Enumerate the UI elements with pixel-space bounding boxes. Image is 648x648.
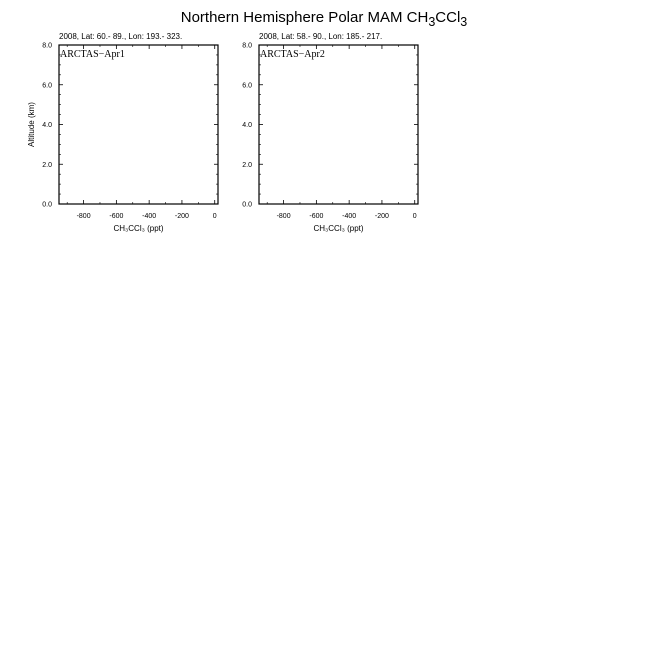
x-tick-label: -400	[142, 213, 157, 220]
panel-header: 2008, Lat: 58.- 90., Lon: 185.- 217.	[259, 32, 383, 41]
y-axis-title: Altitude (km)	[27, 102, 36, 147]
panel-label: ARCTAS−Apr2	[260, 49, 325, 60]
x-tick-label: 0	[212, 213, 217, 220]
title-subscript-1: 3	[428, 15, 436, 29]
y-tick-label: 6.0	[42, 82, 52, 90]
plot-frame	[259, 45, 418, 204]
panel-label: ARCTAS−Apr1	[60, 49, 125, 60]
x-tick-label: -800	[276, 213, 291, 220]
panel-arctas-apr2	[242, 32, 418, 233]
x-axis-title: CH₃CCl₃ (ppt)	[313, 224, 364, 233]
x-tick-label: -200	[374, 213, 389, 220]
y-tick-label: 8.0	[242, 42, 252, 50]
x-tick-label: -400	[342, 213, 357, 220]
y-tick-label: 2.0	[242, 161, 252, 169]
x-tick-label: -600	[109, 213, 124, 220]
y-tick-label: 4.0	[242, 122, 252, 129]
x-tick-label: -200	[174, 213, 189, 220]
y-tick-label: 4.0	[42, 122, 52, 129]
y-tick-label: 8.0	[42, 42, 52, 50]
y-tick-label: 2.0	[42, 161, 52, 169]
panel-header: 2008, Lat: 60.- 89., Lon: 193.- 323.	[59, 32, 183, 41]
panel-arctas-apr1	[27, 32, 218, 233]
x-tick-label: 0	[412, 213, 417, 220]
x-tick-label: -800	[76, 213, 91, 220]
y-tick-label: 0.0	[42, 201, 52, 209]
y-tick-label: 0.0	[242, 201, 252, 209]
x-axis-title: CH₃CCl₃ (ppt)	[113, 224, 164, 233]
title-main: Northern Hemisphere Polar MAM CH	[180, 9, 429, 26]
plot-frame	[59, 45, 218, 204]
title-subscript-2: 3	[460, 15, 468, 29]
y-tick-label: 6.0	[242, 82, 252, 90]
x-tick-label: -600	[309, 213, 324, 220]
title-mid: CCl	[435, 9, 461, 26]
